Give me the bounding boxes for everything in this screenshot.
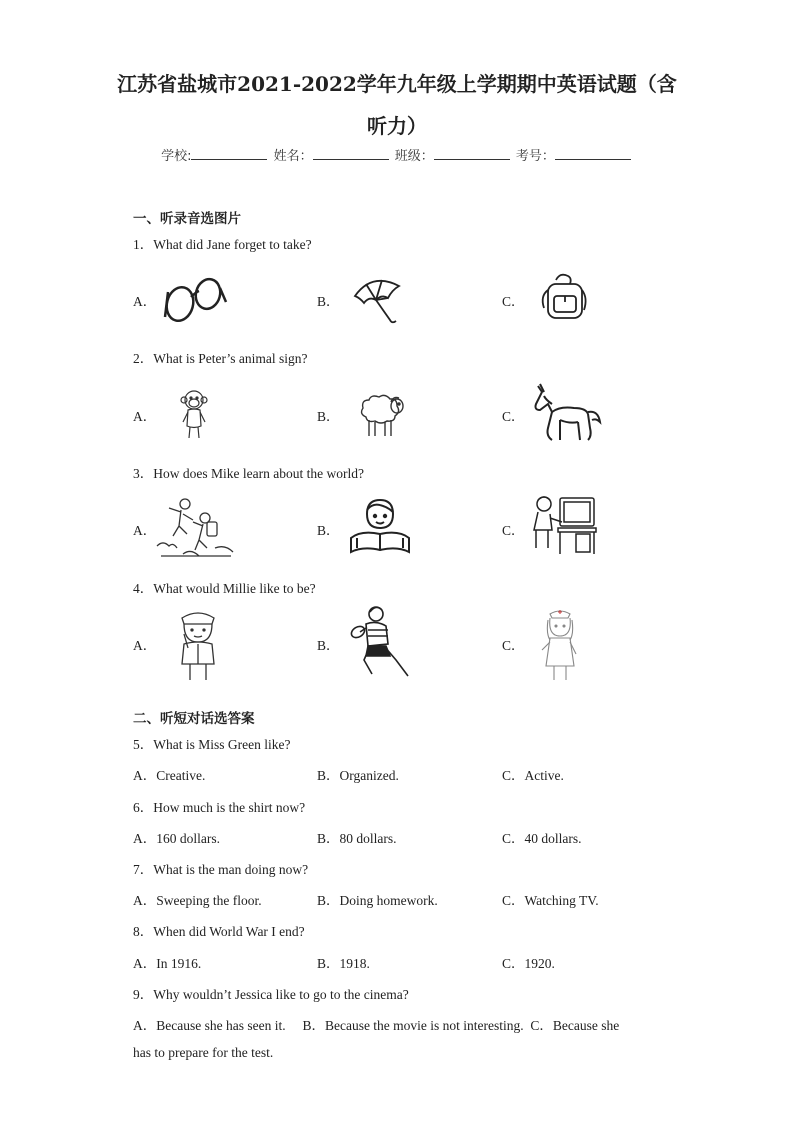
question-7: 7．What is the man doing now? [133,862,309,877]
q3-label-a: A． [133,523,157,538]
q1-label-a: A． [133,294,157,309]
q4-label-a: A． [133,638,157,653]
section-heading-1: 一、听录音选图片 [133,211,241,227]
section-heading-2: 二、听短对话选答案 [133,711,255,727]
q8-option-b[interactable]: B．1918. [317,956,370,971]
nurse-icon [540,606,580,682]
q2-label-a: A． [133,409,157,424]
question-9: 9．Why wouldn’t Jessica like to go to the cinema? [133,987,409,1002]
q5-option-c[interactable]: C．Active. [502,768,564,783]
umbrella-icon [352,276,402,326]
class-blank[interactable] [434,147,510,160]
q7-option-b[interactable]: B．Doing homework. [317,893,438,908]
computer-user-icon [530,492,600,558]
reading-boy-icon [347,498,413,556]
name-label: 姓名： [273,149,313,164]
q5-option-b[interactable]: B．Organized. [317,768,399,783]
horse-icon [530,382,602,446]
page-title-line1: 江苏省盐城市2021-2022学年九年级上学期期中英语试题（含 [117,72,677,96]
q2-label-c: C． [502,409,525,424]
q6-option-c[interactable]: C．40 dollars. [502,831,582,846]
q2-label-b: B． [317,409,340,424]
hiking-icon [155,496,235,560]
q6-option-b[interactable]: B．80 dollars. [317,831,397,846]
q9-options-line2[interactable]: has to prepare for the test. [133,1045,274,1060]
q9-options-line1[interactable]: A．Because she has seen it. B．Because the movie is not interesting. C．Because she [133,1018,620,1033]
policeman-icon [176,608,220,682]
q6-option-a[interactable]: A．160 dollars. [133,831,220,846]
glasses-icon [163,272,229,326]
question-5: 5．What is Miss Green like? [133,737,291,752]
monkey-icon [180,388,208,442]
q4-label-c: C． [502,638,525,653]
rugby-player-icon [350,604,416,682]
q3-label-b: B． [317,523,340,538]
student-info-row [0,145,794,164]
number-label: 考号： [515,149,555,164]
q1-label-b: B． [317,294,340,309]
sheep-icon [355,392,405,438]
question-3: 3．How does Mike learn about the world? [133,466,364,481]
school-label: 学校: [161,149,192,164]
question-6: 6．How much is the shirt now? [133,800,306,815]
name-blank[interactable] [313,147,389,160]
q1-label-c: C． [502,294,525,309]
q3-label-c: C． [502,523,525,538]
q8-option-c[interactable]: C．1920. [502,956,555,971]
q8-option-a[interactable]: A．In 1916. [133,956,202,971]
question-1: 1．What did Jane forget to take? [133,237,312,252]
question-4: 4．What would Millie like to be? [133,581,316,596]
class-label: 班级： [394,149,434,164]
question-2: 2．What is Peter’s animal sign? [133,351,308,366]
q7-option-a[interactable]: A．Sweeping the floor. [133,893,262,908]
number-blank[interactable] [555,147,631,160]
q4-label-b: B． [317,638,340,653]
backpack-icon [538,272,590,322]
q5-option-a[interactable]: A．Creative. [133,768,206,783]
q7-option-c[interactable]: C．Watching TV. [502,893,599,908]
question-8: 8．When did World War I end? [133,924,305,939]
page-title-line2: 听力） [367,114,427,138]
school-blank[interactable] [191,147,267,160]
